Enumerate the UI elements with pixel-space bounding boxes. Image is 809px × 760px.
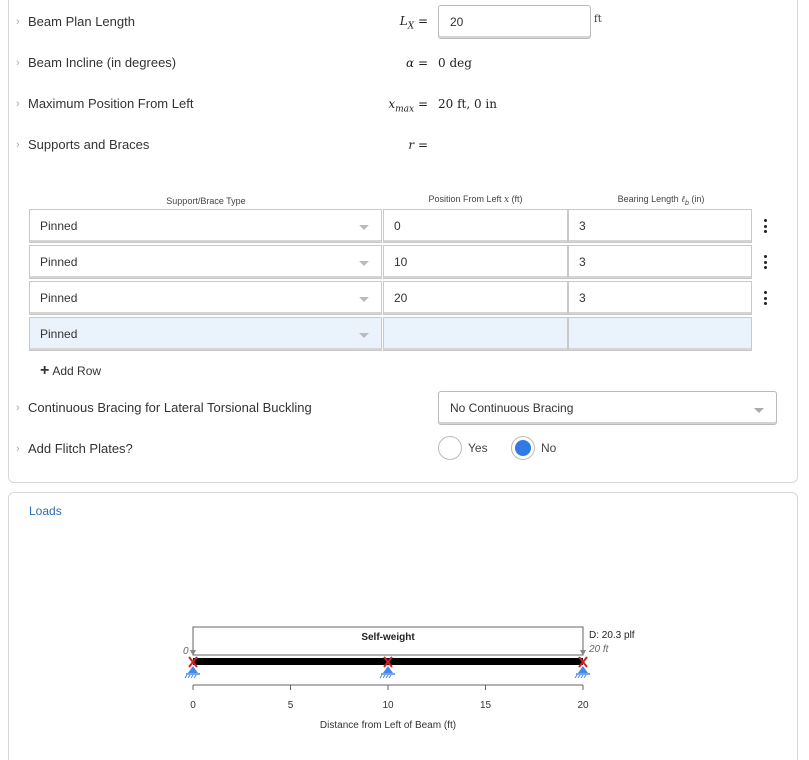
- support-position-value: 0: [394, 219, 401, 233]
- symbol-x: x: [388, 97, 396, 111]
- chevron-right-icon: ›: [16, 97, 20, 110]
- flitch-no-label[interactable]: No: [541, 441, 557, 455]
- chevron-right-icon: ›: [16, 442, 20, 455]
- load-end-label: 20 ft: [589, 644, 609, 655]
- support-bearing-value: 3: [579, 255, 586, 269]
- symbol-x-sub: max: [395, 104, 415, 115]
- col-header-bearing-sub: b: [684, 199, 689, 207]
- flitch-yes-label[interactable]: Yes: [468, 441, 488, 455]
- x-axis-tick-label: 0: [190, 700, 196, 711]
- plus-icon: +: [40, 362, 50, 379]
- continuous-bracing-label: Continuous Bracing for Lateral Torsional Buckling: [28, 400, 312, 415]
- beam-plan-length-label: Beam Plan Length: [28, 14, 135, 29]
- support-position-value: 10: [394, 255, 408, 269]
- col-header-position-symbol: x: [503, 195, 510, 205]
- continuous-bracing-value: No Continuous Bracing: [450, 401, 574, 415]
- support-type-value: Pinned: [40, 219, 78, 233]
- max-position-value: 20 ft, 0 in: [438, 97, 497, 111]
- x-axis-tick-label: 20: [577, 700, 589, 711]
- load-start-label: 0: [183, 646, 189, 657]
- load-name-label: Self-weight: [361, 632, 415, 643]
- symbol-l-sub: X: [407, 21, 415, 32]
- supports-label: Supports and Braces: [28, 137, 150, 152]
- beam-incline-value: 0 deg: [438, 56, 472, 70]
- col-header-position-text: Position From Left: [428, 194, 504, 204]
- support-bearing-value: 3: [579, 291, 586, 305]
- beam-plan-length-symbol: $L_X$ =: [399, 14, 428, 32]
- loads-title[interactable]: Loads: [29, 504, 62, 518]
- symbol-alpha: α: [406, 56, 415, 70]
- new-support-type-value: Pinned: [40, 327, 78, 341]
- x-axis-title: Distance from Left of Beam (ft): [319, 720, 457, 731]
- load-value-label: D: 20.3 plf: [589, 630, 635, 641]
- col-header-bearing-unit: (in): [688, 194, 705, 204]
- support-type-value: Pinned: [40, 255, 78, 269]
- ticks-layer: [190, 685, 589, 711]
- supports-symbol: r =: [408, 138, 428, 152]
- add-row-label: Add Row: [52, 364, 102, 378]
- support-position-value: 20: [394, 291, 408, 305]
- col-header-bearing-text: Bearing Length: [617, 194, 682, 204]
- col-header-type: Support/Brace Type: [166, 196, 246, 206]
- chevron-right-icon: ›: [16, 15, 20, 28]
- col-header-bearing-symbol: ℓ: [681, 195, 685, 205]
- chevron-right-icon: ›: [16, 56, 20, 69]
- col-header-position-unit: (ft): [509, 194, 523, 204]
- beam-plan-length-unit: ft: [594, 14, 602, 25]
- beam-incline-symbol: α =: [406, 56, 428, 70]
- symbol-r: r: [408, 138, 415, 152]
- beam-incline-label: Beam Incline (in degrees): [28, 55, 177, 70]
- flitch-plates-label: Add Flitch Plates?: [28, 441, 133, 456]
- symbol-l: L: [399, 14, 408, 28]
- x-axis-tick-label: 10: [382, 700, 394, 711]
- chevron-right-icon: ›: [16, 138, 20, 151]
- support-bearing-value: 3: [579, 219, 586, 233]
- chevron-right-icon: ›: [16, 401, 20, 414]
- max-position-symbol: $x_{max}$ =: [388, 97, 428, 115]
- beam-plan-length-value: 20: [450, 15, 464, 29]
- max-position-label: Maximum Position From Left: [28, 96, 194, 111]
- x-axis-tick-label: 5: [287, 700, 294, 711]
- support-type-value: Pinned: [40, 291, 78, 305]
- x-axis-tick-label: 15: [479, 700, 492, 711]
